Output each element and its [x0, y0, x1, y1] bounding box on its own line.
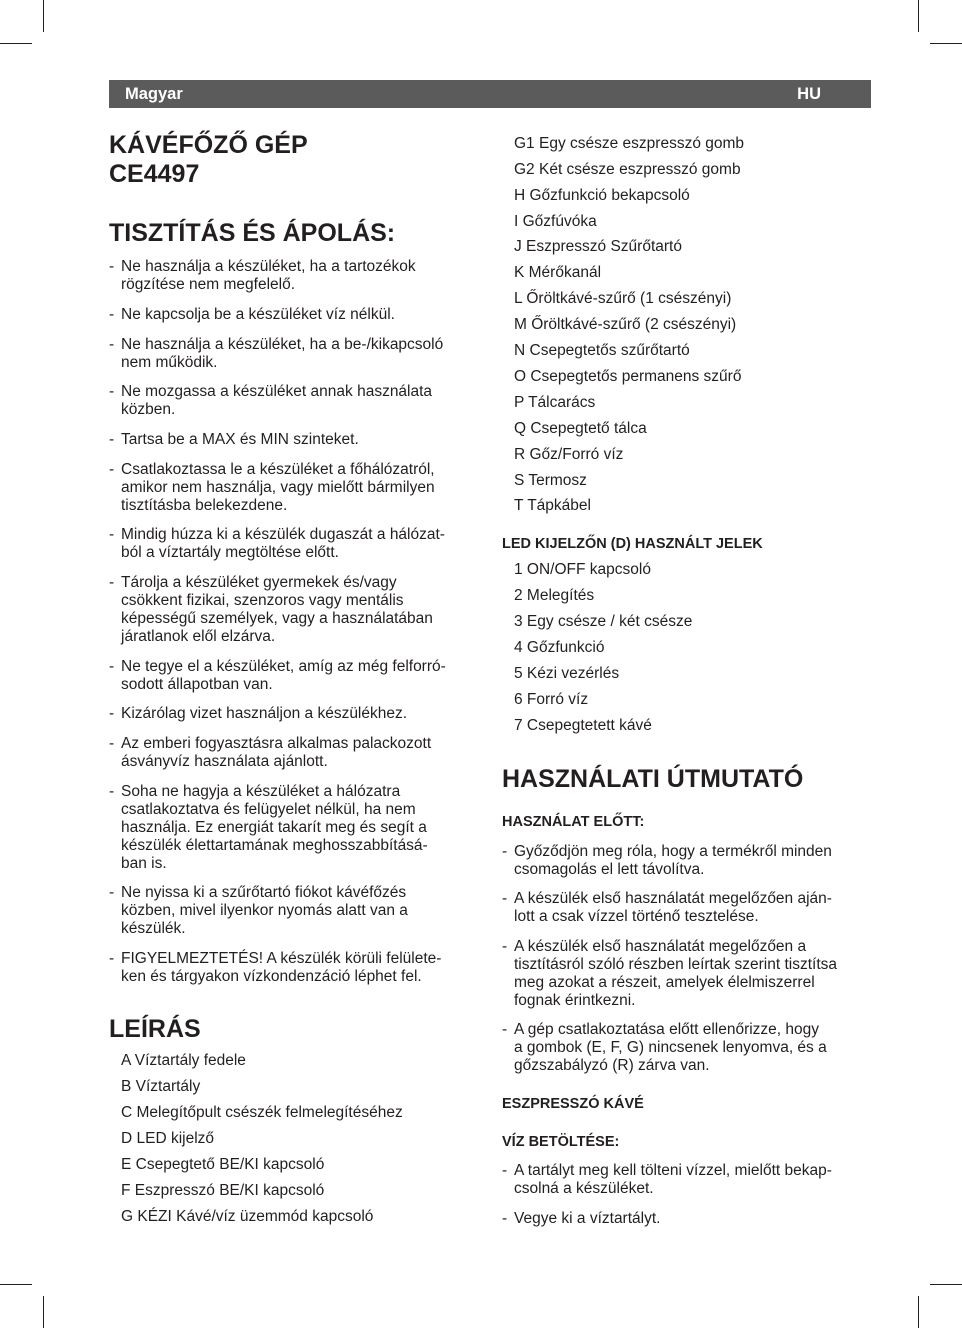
part-item: E Csepegtető BE/KI kapcsoló — [121, 1156, 325, 1173]
part-item: J Eszpresszó Szűrőtartó — [514, 238, 682, 255]
part-item: L Őröltkávé-szűrő (1 csészényi) — [514, 290, 732, 307]
part-item: F Eszpresszó BE/KI kapcsoló — [121, 1182, 325, 1199]
manual-page: Magyar HU KÁVÉFŐZŐ GÉP CE4497 TISZTÍTÁS ÉS ÁPOLÁS: - Ne használja a készüléket, ha a tartozékok rögzítése nem megfelelő. - Ne kapcsolja be a készüléket víz nélkül. - Ne használja a készüléket, ha a be-/kikapcsoló nem működik. - Ne mozgassa a készüléket annak használata közben. - Tartsa be a MAX és MIN szinteket. - Csatlakoztassa le a készüléket a főhálózatról, amikor nem használja, vagy mielőtt bármilyen tisztításba belekezdene. - Mindig húzza ki a készülék dugaszát a hálózat- ból a víztartály megtöltése előtt. - Tárolja a készüléket gyermekek és/vagy csökkent fizikai, szenzoros vagy mentális képességű személyek, vagy a használatában járatlanok elől elzárva. - Ne tegye el a készüléket, amíg az még felforró- sodott állapotban van. - Kizárólag vizet használjon a készülékhez. - Az emberi fogyasztásra alkalmas palackozott ásványvíz használata ajánlott. - Soha ne hagyja a készüléket a hálózatra csatlakoztatva és felügyelet nélkül, ha nem használja. Ez energiát takarít meg és segít a készülék élettartamának meghosszabbításá- ban is. - Ne nyissa ki a szűrőtartó fiókot kávéfőzés közben, mivel ilyenkor nyomás alatt van a készülék. - FIGYELMEZTETÉS! A készülék körüli felülete- ken és tárgyakon vízkondenzáció léphet fel. LEÍRÁS A Víztartály fedele B Víztartály C Melegítőpult csészék felmelegítéséhez D LED kijelző E Csepegtető BE/KI kapcsoló F Eszpresszó BE/KI kapcsoló G KÉZI Kávé/víz üzemmód kapcsoló G1 Egy csésze eszpresszó gomb G2 Két csésze eszpresszó gomb H Gőzfunkció bekapcsoló I Gőzfúvóka J Eszpresszó Szűrőtartó K Mérőkanál L Őröltkávé-szűrő (1 csészényi) M Őröltkávé-szűrő (2 csészényi) N Csepegtetős szűrőtartó O Csepegtetős permanens szűrő P Tálcarács Q Csepegtető tálca R Gőz/Forró víz S Termosz T Tápkábel LED KIJELZŐN (D) HASZNÁLT JELEK 1 ON/OFF kapcsoló 2 Melegítés 3 Egy csésze / két csésze 4 Gőzfunkció 5 Kézi vezérlés 6 Forró víz 7 Csepegtetett kávé HASZNÁLATI ÚTMUTATÓ HASZNÁLAT ELŐTT: - Győződjön meg róla, hogy a termékről minden csomagolás el lett távolítva. - A készülék első használatát megelőzően aján- lott a csak vízzel történő tesztelése. - A készülék első használatát megelőzően a tisztításról szóló részben leírtak szerint tisztítsa meg azokat a részeit, amelyek élelmiszerrel fognak érintkezni. - A gép csatlakoztatása előtt ellenőrizze, hogy a gombok (E, F, G) nincsenek lenyomva, és a gőzszabályzó (R) zárva van. ESZPRESSZÓ KÁVÉ VÍZ BETÖLTÉSE: - A tartályt meg kell tölteni vízzel, mielőtt bekap- csolná a készüléket. - Vegye ki a víztartályt. — [0, 0, 962, 1328]
led-item: 1 ON/OFF kapcsoló — [514, 561, 651, 578]
product-title: KÁVÉFŐZŐ GÉP — [109, 131, 308, 159]
part-item: G1 Egy csésze eszpresszó gomb — [514, 135, 745, 152]
crop-mark — [930, 1284, 962, 1285]
led-item: 7 Csepegtetett kávé — [514, 717, 652, 734]
cleaning-heading: TISZTÍTÁS ÉS ÁPOLÁS: — [109, 219, 396, 247]
water-fill-heading: VÍZ BETÖLTÉSE: — [502, 1134, 620, 1150]
crop-mark — [0, 43, 32, 44]
part-item: S Termosz — [514, 472, 587, 489]
led-item: 6 Forró víz — [514, 691, 589, 708]
language-header-bar — [109, 80, 871, 108]
crop-mark — [918, 1296, 919, 1328]
part-item: I Gőzfúvóka — [514, 213, 597, 230]
part-item: K Mérőkanál — [514, 264, 602, 281]
part-item: O Csepegtetős permanens szűrő — [514, 368, 742, 385]
header-language: Magyar — [125, 85, 183, 103]
part-item: Q Csepegtető tálca — [514, 420, 647, 437]
espresso-heading: ESZPRESSZÓ KÁVÉ — [502, 1096, 644, 1112]
part-item: T Tápkábel — [514, 497, 591, 514]
usage-heading: HASZNÁLATI ÚTMUTATÓ — [502, 765, 804, 793]
part-item: P Tálcarács — [514, 394, 596, 411]
header-language-code: HU — [797, 85, 821, 103]
part-item: M Őröltkávé-szűrő (2 csészényi) — [514, 316, 737, 333]
led-item: 4 Gőzfunkció — [514, 639, 605, 656]
led-item: 3 Egy csésze / két csésze — [514, 613, 693, 630]
part-item: C Melegítőpult csészék felmelegítéséhez — [121, 1104, 403, 1121]
part-item: G2 Két csésze eszpresszó gomb — [514, 161, 741, 178]
led-heading: LED KIJELZŐN (D) HASZNÁLT JELEK — [502, 536, 763, 552]
description-heading: LEÍRÁS — [109, 1015, 201, 1043]
part-item: G KÉZI Kávé/víz üzemmód kapcsoló — [121, 1208, 374, 1225]
part-item: N Csepegtetős szűrőtartó — [514, 342, 690, 359]
part-item: B Víztartály — [121, 1078, 201, 1095]
part-item: H Gőzfunkció bekapcsoló — [514, 187, 690, 204]
crop-mark — [43, 1296, 44, 1328]
led-item: 5 Kézi vezérlés — [514, 665, 620, 682]
part-item: R Gőz/Forró víz — [514, 446, 624, 463]
crop-mark — [930, 43, 962, 44]
before-use-heading: HASZNÁLAT ELŐTT: — [502, 814, 645, 830]
led-item: 2 Melegítés — [514, 587, 595, 604]
crop-mark — [918, 0, 919, 32]
part-item: D LED kijelző — [121, 1130, 215, 1147]
crop-mark — [0, 1284, 32, 1285]
crop-mark — [43, 0, 44, 32]
product-model: CE4497 — [109, 160, 200, 188]
part-item: A Víztartály fedele — [121, 1052, 246, 1069]
